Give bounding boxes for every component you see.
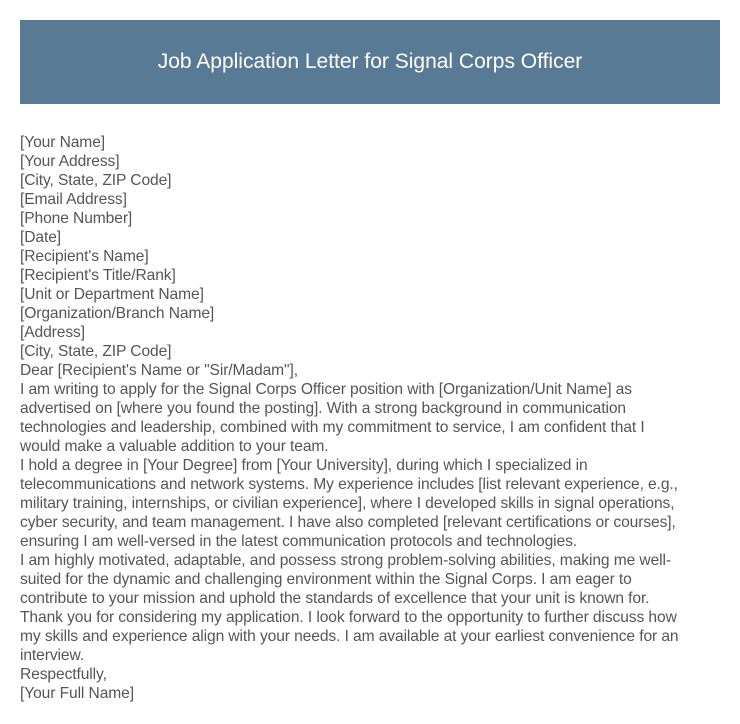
- paragraph-line: military training, internships, or civilian experience], where I developed skills in signal operations,: [20, 495, 675, 512]
- sender-city-state-zip: [City, State, ZIP Code]: [20, 172, 172, 189]
- paragraph-line: suited for the dynamic and challenging environment within the Signal Corps. I am eager to: [20, 571, 632, 588]
- sender-address: [Your Address]: [20, 153, 120, 170]
- signature: [Your Full Name]: [20, 685, 134, 702]
- paragraph-line: my skills and experience align with your needs. I am available at your earliest convenience for an: [20, 628, 679, 645]
- recipient-organization: [Organization/Branch Name]: [20, 305, 215, 322]
- paragraph-line: I am highly motivated, adaptable, and possess strong problem-solving abilities, making me well-: [20, 552, 671, 569]
- paragraph-line: telecommunications and network systems. My experience includes [list relevant experience, e.g.,: [20, 476, 678, 493]
- recipient-name: [Recipient's Name]: [20, 248, 149, 265]
- sender-email: [Email Address]: [20, 191, 127, 208]
- recipient-address: [Address]: [20, 324, 85, 341]
- recipient-unit: [Unit or Department Name]: [20, 286, 204, 303]
- sender-block: [20, 133, 720, 247]
- salutation: Dear [Recipient's Name or "Sir/Madam"],: [20, 362, 298, 379]
- closing: Respectfully,: [20, 666, 107, 683]
- paragraph-line: interview.: [20, 647, 85, 664]
- paragraph-line: would make a valuable addition to your team.: [20, 438, 329, 455]
- paragraph-line: advertised on [where you found the posting]. With a strong background in communication: [20, 400, 626, 417]
- page-header: [20, 20, 720, 104]
- paragraph-line: contribute to your mission and uphold the standards of excellence that your unit is known for.: [20, 590, 650, 607]
- recipient-block: [20, 247, 720, 361]
- recipient-title-rank: [Recipient's Title/Rank]: [20, 267, 176, 284]
- paragraph-closing: [20, 608, 720, 665]
- paragraph-line: cyber security, and team management. I have also completed [relevant certifications or courses],: [20, 514, 676, 531]
- paragraph-intro: [20, 380, 720, 456]
- letter-body: [20, 133, 720, 703]
- page-title: Job Application Letter for Signal Corps Officer: [157, 50, 583, 73]
- sender-name: [Your Name]: [20, 134, 106, 151]
- paragraph-qualifications: [20, 456, 720, 551]
- paragraph-line: I hold a degree in [Your Degree] from [Your University], during which I specialized in: [20, 457, 588, 474]
- paragraph-line: technologies and leadership, combined with my commitment to service, I am confident that I: [20, 419, 645, 436]
- paragraph-line: Thank you for considering my application. I look forward to the opportunity to further discuss how: [20, 609, 677, 626]
- letter-date: [Date]: [20, 229, 62, 246]
- paragraph-attributes: [20, 551, 720, 608]
- recipient-city-state-zip: [City, State, ZIP Code]: [20, 343, 172, 360]
- paragraph-line: ensuring I am well-versed in the latest communication protocols and technologies.: [20, 533, 578, 550]
- paragraph-line: I am writing to apply for the Signal Corps Officer position with [Organization/Unit Name] as: [20, 381, 632, 398]
- sender-phone: [Phone Number]: [20, 210, 133, 227]
